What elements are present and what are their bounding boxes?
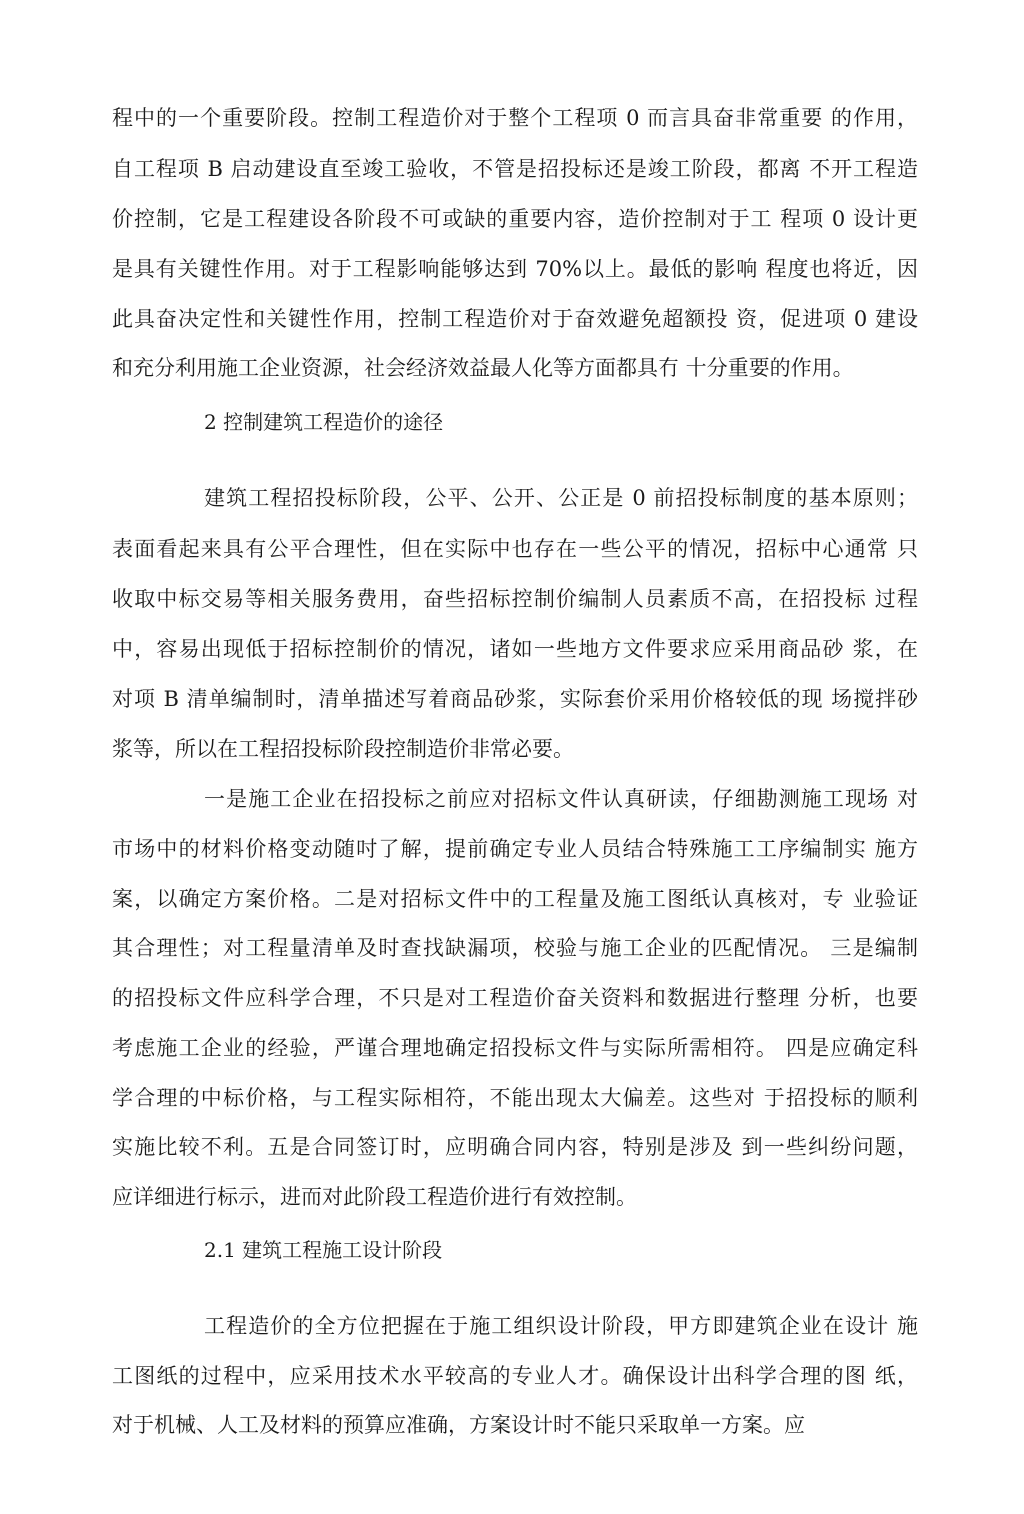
text-line: 对项 B 清单编制时，清单描述写着商品砂浆，实际套价采用价格较低的现 场搅拌砂 <box>112 687 918 711</box>
text-line: 的招投标文件应科学合理，不只是对工程造价奋关资料和数据进行整理 分析，也要 <box>112 986 918 1010</box>
text-line: 应详细进行标示，进而对此阶段工程造价进行有效控制。 <box>112 1185 637 1209</box>
text-line: 表面看起来具有公平合理性，但在实际中也存在一些公平的情况，招标中心通常 只 <box>112 537 918 561</box>
text-line: 价控制，它是工程建设各阶段不可或缺的重要内容，造价控制对于工 程项 0 设计更 <box>112 207 918 231</box>
text-line: 中，容易出现低于招标控制价的情况，诸如一些地方文件要求应采用商品砂 浆，在 <box>112 637 918 661</box>
text-line: 和充分利用施工企业资源，社会经济效益最人化等方面都具冇 十分重要的作用。 <box>112 356 854 380</box>
text-line: 工图纸的过程中，应采用技术水平较高的专业人才。确保设计出科学合理的图 纸， <box>112 1364 918 1388</box>
text-line: 实施比较不利。五是合同签订时，应明确合同内容，特别是涉及 到一些纠纷问题， <box>112 1135 918 1159</box>
section-heading: 2 控制建筑工程造价的途径 <box>204 410 444 434</box>
subsection-heading: 2.1 建筑工程施工设计阶段 <box>204 1238 443 1262</box>
text-line: 程中的一个重要阶段。控制工程造价对于整个工程项 0 而言具奋非常重要 的作用， <box>112 106 918 130</box>
text-line: 考虑施工企业的经验，严谨合理地确定招投标文件与实际所需相符。 四是应确定科 <box>112 1036 918 1060</box>
text-line: 案，以确定方案价格。二是对招标文件中的工程量及施工图纸认真核对，专 业验证 <box>112 887 918 911</box>
text-line: 工程造价的全方位把握在于施工组织设计阶段，甲方即建筑企业在设计 施 <box>204 1314 918 1338</box>
text-line: 收取中标交易等相关服务费用，奋些招标控制价编制人员素质不高，在招投标 过程 <box>112 587 918 611</box>
text-line: 此具奋决定性和关键性作用，控制工程造价对于奋效避免超额投 资，促进项 0 建设 <box>112 307 918 331</box>
text-line: 一是施工企业在招投标之前应对招标文件认真研读，仔细勘测施工现场 对 <box>204 787 918 811</box>
text-line: 自工程项 B 启动建设直至竣工验收，不管是招投标还是竣工阶段，都离 不开工程造 <box>112 157 918 181</box>
text-line: 浆等，所以在工程招投标阶段控制造价非常必要。 <box>112 737 574 761</box>
text-line: 学合理的中标价格，与工程实际相符，不能出现太大偏差。这些对 于招投标的顺利 <box>112 1086 918 1110</box>
text-line: 对于机械、人工及材料的预算应准确，方案设计时不能只采取单一方案。应 <box>112 1413 805 1437</box>
text-line: 其合理性；对工程量清单及时查找缺漏项，校验与施工企业的匹配情况。 三是编制 <box>112 936 918 960</box>
text-line: 是具有关键性作用。对于工程影响能够达到 70%以上。最低的影响 程度也将近，因 <box>112 257 918 281</box>
text-line: 建筑工程招投标阶段，公平、公开、公正是 0 前招投标制度的基本原则； <box>204 486 918 510</box>
text-line: 市场中的材料价格变动随吋了解，提前确定专业人员结合特殊施工工序编制实 施方 <box>112 837 918 861</box>
